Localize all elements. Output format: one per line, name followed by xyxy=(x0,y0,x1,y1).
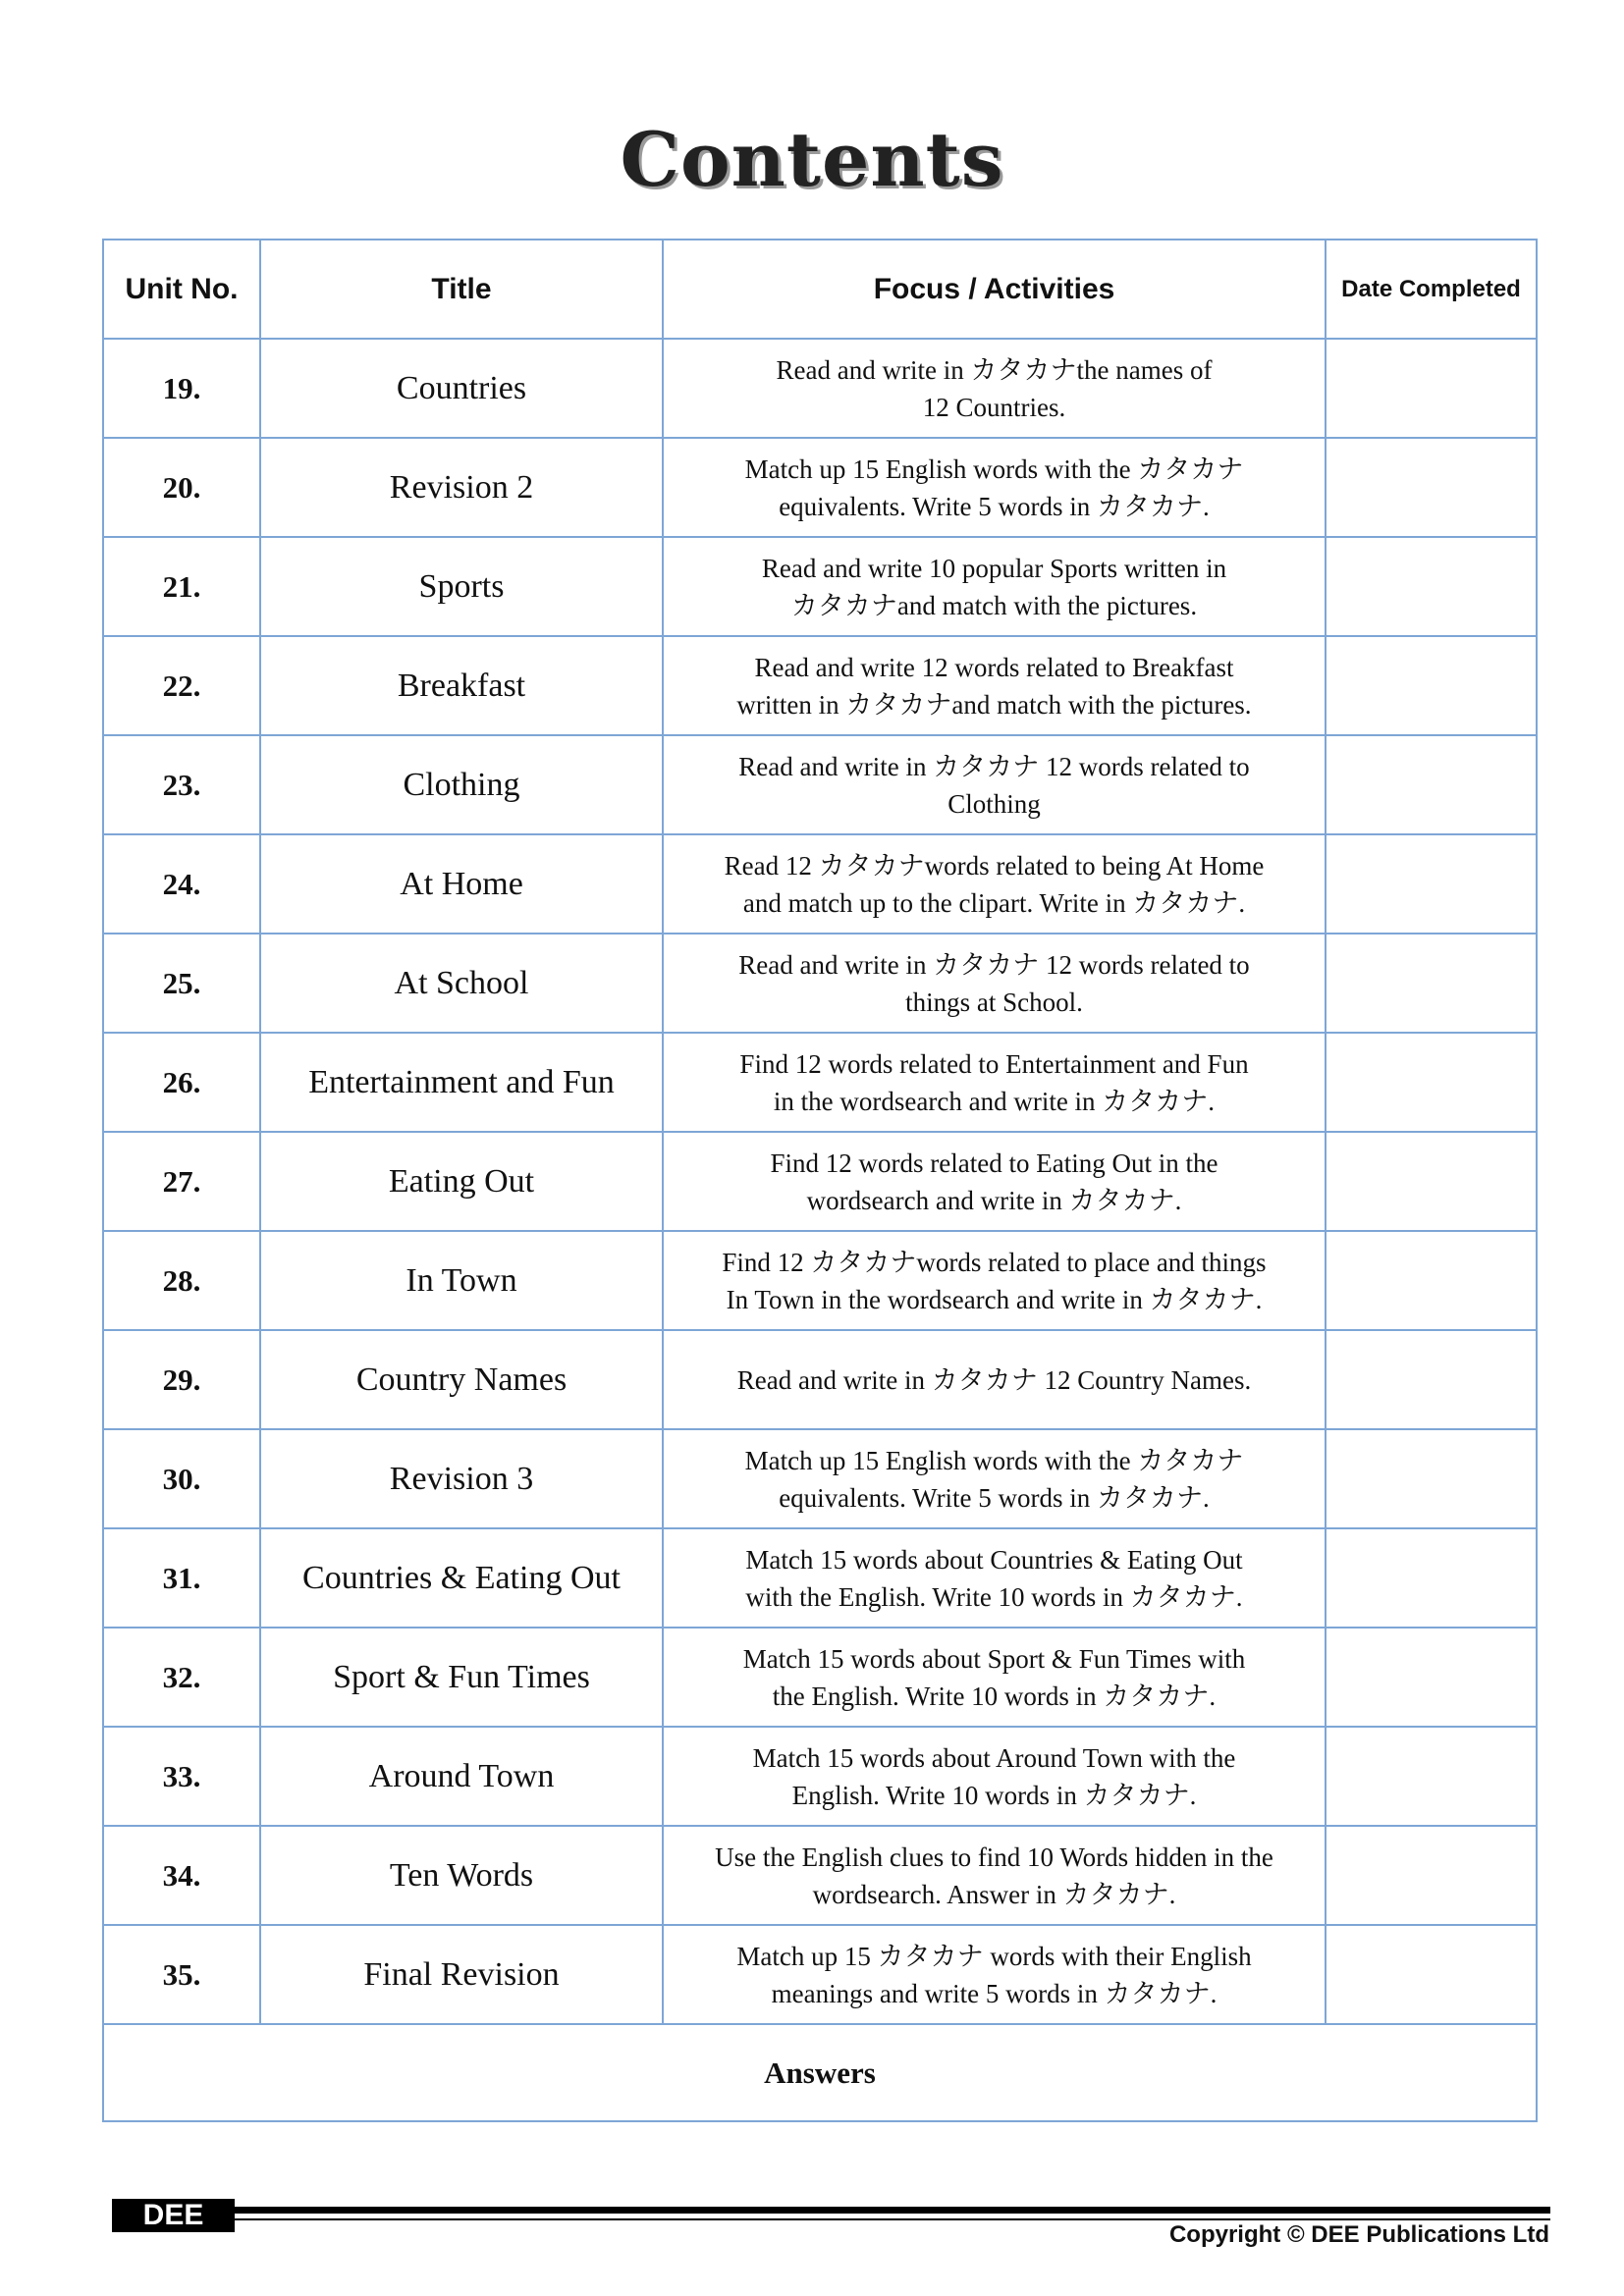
unit-number: 33. xyxy=(103,1727,260,1826)
focus-line: Match up 15 English words with the カタカナ xyxy=(744,454,1244,484)
date-completed-cell[interactable] xyxy=(1326,1628,1537,1727)
table-row xyxy=(103,1628,1537,1727)
unit-title: In Town xyxy=(260,1231,663,1330)
focus-line: the English. Write 10 words in カタカナ. xyxy=(772,1681,1217,1711)
unit-title: Entertainment and Fun xyxy=(260,1033,663,1132)
unit-title: Eating Out xyxy=(260,1132,663,1231)
unit-focus xyxy=(663,339,1326,438)
focus-line: Clothing xyxy=(947,788,1041,819)
unit-title: Breakfast xyxy=(260,636,663,735)
unit-number: 27. xyxy=(103,1132,260,1231)
unit-focus xyxy=(663,1330,1326,1429)
focus-line: Find 12 words related to Eating Out in the xyxy=(770,1148,1218,1178)
focus-line: written in カタカナand match with the pictures. xyxy=(736,689,1252,720)
date-completed-cell[interactable] xyxy=(1326,1132,1537,1231)
focus-line: with the English. Write 10 words in カタカナ. xyxy=(745,1581,1243,1612)
focus-line: Read and write 12 words related to Breakfast xyxy=(754,652,1234,682)
unit-number: 23. xyxy=(103,735,260,834)
header-unit-no: Unit No. xyxy=(103,240,260,339)
unit-focus xyxy=(663,1826,1326,1925)
page-title: Contents xyxy=(620,116,1004,203)
focus-line: wordsearch and write in カタカナ. xyxy=(806,1185,1182,1215)
focus-line: Read and write in カタカナthe names of xyxy=(776,354,1213,385)
copyright-text: Copyright © DEE Publications Ltd xyxy=(1168,2221,1549,2248)
contents-body xyxy=(103,339,1537,2121)
unit-title: Sports xyxy=(260,537,663,636)
focus-line: English. Write 10 words in カタカナ. xyxy=(791,1780,1197,1810)
table-row xyxy=(103,1231,1537,1330)
table-row xyxy=(103,636,1537,735)
unit-focus xyxy=(663,1231,1326,1330)
focus-line: Read and write in カタカナ 12 words related to xyxy=(738,751,1250,781)
header-title: Title xyxy=(260,240,663,339)
focus-line: Match 15 words about Countries & Eating Out xyxy=(745,1544,1243,1575)
focus-line: Use the English clues to find 10 Words hidden in the xyxy=(715,1842,1273,1872)
unit-number: 25. xyxy=(103,934,260,1033)
focus-line: Find 12 words related to Entertainment and Fun xyxy=(739,1048,1249,1079)
table-row xyxy=(103,537,1537,636)
date-completed-cell[interactable] xyxy=(1326,1429,1537,1528)
unit-title: Revision 2 xyxy=(260,438,663,537)
focus-line: meanings and write 5 words in カタカナ. xyxy=(771,1978,1218,2008)
table-row xyxy=(103,339,1537,438)
unit-title: Countries xyxy=(260,339,663,438)
unit-focus xyxy=(663,1628,1326,1727)
focus-line: Match up 15 カタカナ words with their English xyxy=(736,1941,1252,1971)
focus-line: Match 15 words about Around Town with the xyxy=(752,1742,1236,1773)
unit-number: 32. xyxy=(103,1628,260,1727)
header-date-completed: Date Completed xyxy=(1326,240,1537,339)
focus-line: Find 12 カタカナwords related to place and things xyxy=(722,1247,1267,1277)
table-row xyxy=(103,934,1537,1033)
unit-title: At Home xyxy=(260,834,663,934)
date-completed-cell[interactable] xyxy=(1326,1330,1537,1429)
date-completed-cell[interactable] xyxy=(1326,1925,1537,2024)
focus-line: Read and write in カタカナ 12 Country Names. xyxy=(736,1364,1252,1395)
date-completed-cell[interactable] xyxy=(1326,834,1537,934)
unit-focus xyxy=(663,834,1326,934)
unit-number: 31. xyxy=(103,1528,260,1628)
answers-label: Answers xyxy=(103,2024,1537,2121)
table-row xyxy=(103,1330,1537,1429)
unit-focus xyxy=(663,636,1326,735)
unit-number: 26. xyxy=(103,1033,260,1132)
date-completed-cell[interactable] xyxy=(1326,1033,1537,1132)
unit-number: 20. xyxy=(103,438,260,537)
unit-title: Sport & Fun Times xyxy=(260,1628,663,1727)
date-completed-cell[interactable] xyxy=(1326,735,1537,834)
focus-line: カタカナand match with the pictures. xyxy=(790,590,1198,620)
table-row xyxy=(103,1132,1537,1231)
focus-line: in the wordsearch and write in カタカナ. xyxy=(773,1086,1216,1116)
header-focus: Focus / Activities xyxy=(663,240,1326,339)
unit-number: 19. xyxy=(103,339,260,438)
focus-line: Match up 15 English words with the カタカナ xyxy=(744,1445,1244,1475)
answers-row xyxy=(103,2024,1537,2121)
table-row xyxy=(103,1727,1537,1826)
focus-line: equivalents. Write 5 words in カタカナ. xyxy=(779,1482,1210,1513)
focus-line: In Town in the wordsearch and write in カタカナ. xyxy=(726,1284,1263,1314)
unit-number: 21. xyxy=(103,537,260,636)
date-completed-cell[interactable] xyxy=(1326,438,1537,537)
table-row xyxy=(103,1033,1537,1132)
focus-line: Read and write 10 popular Sports written in xyxy=(761,553,1227,583)
unit-number: 35. xyxy=(103,1925,260,2024)
date-completed-cell[interactable] xyxy=(1326,1231,1537,1330)
table-row xyxy=(103,438,1537,537)
date-completed-cell[interactable] xyxy=(1326,934,1537,1033)
focus-line: Read 12 カタカナwords related to being At Home xyxy=(724,850,1265,881)
table-row xyxy=(103,834,1537,934)
unit-focus xyxy=(663,1429,1326,1528)
footer-rule xyxy=(235,2207,1550,2214)
unit-number: 34. xyxy=(103,1826,260,1925)
unit-focus xyxy=(663,1925,1326,2024)
focus-line: equivalents. Write 5 words in カタカナ. xyxy=(779,491,1210,521)
focus-line: and match up to the clipart. Write in カタカナ. xyxy=(742,887,1246,918)
focus-line: Match 15 words about Sport & Fun Times with xyxy=(742,1643,1246,1674)
date-completed-cell[interactable] xyxy=(1326,537,1537,636)
date-completed-cell[interactable] xyxy=(1326,1528,1537,1628)
unit-focus xyxy=(663,1132,1326,1231)
unit-number: 28. xyxy=(103,1231,260,1330)
focus-line: wordsearch. Answer in カタカナ. xyxy=(812,1879,1176,1909)
unit-title: Ten Words xyxy=(260,1826,663,1925)
unit-focus xyxy=(663,1033,1326,1132)
date-completed-cell[interactable] xyxy=(1326,339,1537,438)
unit-title: Country Names xyxy=(260,1330,663,1429)
table-row xyxy=(103,1826,1537,1925)
table-row xyxy=(103,1429,1537,1528)
unit-title: Final Revision xyxy=(260,1925,663,2024)
unit-title: Countries & Eating Out xyxy=(260,1528,663,1628)
unit-title: Clothing xyxy=(260,735,663,834)
focus-line: things at School. xyxy=(905,987,1083,1017)
unit-focus xyxy=(663,1528,1326,1628)
unit-focus xyxy=(663,537,1326,636)
table-row xyxy=(103,1925,1537,2024)
unit-focus xyxy=(663,934,1326,1033)
unit-number: 29. xyxy=(103,1330,260,1429)
contents-table xyxy=(102,239,1538,2122)
table-row xyxy=(103,735,1537,834)
date-completed-cell[interactable] xyxy=(1326,636,1537,735)
unit-number: 24. xyxy=(103,834,260,934)
table-row xyxy=(103,1528,1537,1628)
unit-number: 30. xyxy=(103,1429,260,1528)
unit-title: Revision 3 xyxy=(260,1429,663,1528)
date-completed-cell[interactable] xyxy=(1326,1727,1537,1826)
focus-line: Read and write in カタカナ 12 words related to xyxy=(738,949,1250,980)
unit-focus xyxy=(663,438,1326,537)
header-row xyxy=(103,240,1537,339)
publisher-badge: DEE xyxy=(112,2199,235,2232)
unit-focus xyxy=(663,735,1326,834)
unit-number: 22. xyxy=(103,636,260,735)
unit-title: Around Town xyxy=(260,1727,663,1826)
date-completed-cell[interactable] xyxy=(1326,1826,1537,1925)
unit-title: At School xyxy=(260,934,663,1033)
footer-rule-thin xyxy=(235,2218,1550,2220)
unit-focus xyxy=(663,1727,1326,1826)
focus-line: 12 Countries. xyxy=(922,392,1066,422)
